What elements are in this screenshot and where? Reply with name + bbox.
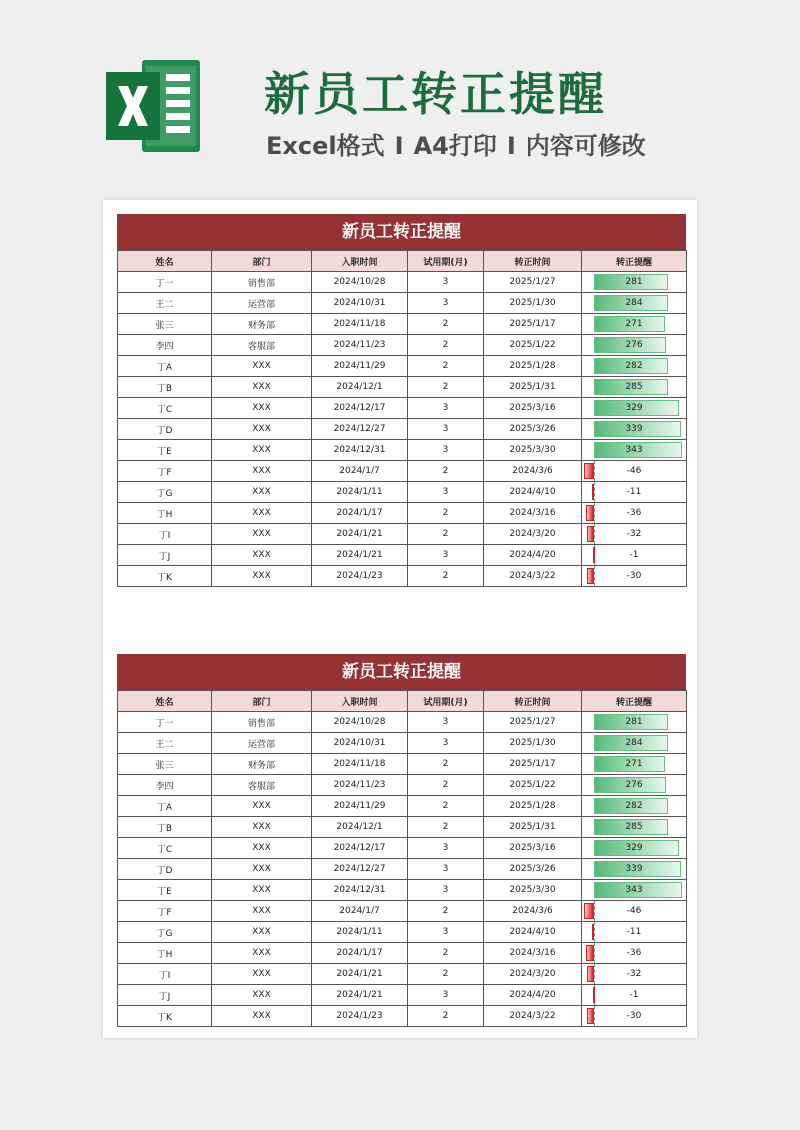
days-value: 282 — [625, 361, 643, 371]
table-cell: 3 — [408, 440, 484, 461]
table-cell: 2024/4/10 — [484, 482, 582, 503]
table-cell: 2 — [408, 461, 484, 482]
table-cell: 2025/1/30 — [484, 733, 582, 754]
table-cell: 2 — [408, 817, 484, 838]
table-cell: 2024/11/18 — [312, 754, 408, 775]
days-value: 284 — [625, 738, 643, 748]
table-cell: 2 — [408, 314, 484, 335]
reminder-cell — [582, 524, 687, 545]
employee-table — [117, 690, 687, 1027]
table-cell: 丁H — [118, 503, 212, 524]
table-cell: 2 — [408, 964, 484, 985]
table-row — [118, 440, 687, 461]
table-cell: XXX — [212, 503, 312, 524]
table-cell: 2024/12/27 — [312, 419, 408, 440]
table-cell: 2024/1/23 — [312, 1006, 408, 1027]
page-subtitle — [266, 126, 646, 161]
table-row — [118, 1006, 687, 1027]
table-cell: XXX — [212, 398, 312, 419]
column-header: 试用期(月) — [408, 251, 484, 272]
table-row — [118, 712, 687, 733]
table-cell: 2 — [408, 524, 484, 545]
table-cell: 李四 — [118, 335, 212, 356]
table-cell: 2024/12/27 — [312, 859, 408, 880]
bar-axis-line — [594, 901, 595, 921]
bar-axis-line — [594, 482, 595, 502]
bar-axis-line — [594, 566, 595, 586]
table-cell: 2024/4/20 — [484, 545, 582, 566]
table-cell: 丁I — [118, 964, 212, 985]
table-cell: 王二 — [118, 293, 212, 314]
table-row — [118, 817, 687, 838]
reminder-cell — [582, 419, 687, 440]
table-cell: 2024/1/21 — [312, 964, 408, 985]
table-cell: 丁I — [118, 524, 212, 545]
reminder-cell — [582, 880, 687, 901]
reminder-cell — [582, 922, 687, 943]
reminder-cell — [582, 314, 687, 335]
table-cell: 2024/3/16 — [484, 943, 582, 964]
table-cell: 丁J — [118, 545, 212, 566]
days-value: 339 — [625, 864, 643, 874]
negative-data-bar — [587, 568, 594, 584]
table-cell: 2024/10/28 — [312, 712, 408, 733]
table-cell: 2025/1/31 — [484, 817, 582, 838]
subtitle-separator: I — [506, 132, 516, 160]
table-cell: 丁H — [118, 943, 212, 964]
days-value: 343 — [625, 885, 643, 895]
reminder-cell — [582, 985, 687, 1006]
table-cell: 王二 — [118, 733, 212, 754]
table-cell: 2025/3/30 — [484, 880, 582, 901]
table-cell: 丁E — [118, 880, 212, 901]
table-cell: 财务部 — [212, 314, 312, 335]
table-cell: XXX — [212, 922, 312, 943]
table-cell: 运营部 — [212, 293, 312, 314]
negative-data-bar — [587, 1008, 594, 1024]
table-cell: 2024/1/17 — [312, 503, 408, 524]
table-cell: 销售部 — [212, 712, 312, 733]
reminder-cell — [582, 838, 687, 859]
bar-axis-line — [594, 524, 595, 544]
subtitle-editable: 内容可修改 — [525, 132, 646, 160]
table-cell: 2024/11/29 — [312, 356, 408, 377]
table-cell: 2024/1/21 — [312, 524, 408, 545]
table-cell: 2 — [408, 901, 484, 922]
bar-axis-line — [594, 943, 595, 963]
table-cell: 2024/4/10 — [484, 922, 582, 943]
table-cell: 2024/1/11 — [312, 922, 408, 943]
table-cell: XXX — [212, 440, 312, 461]
days-value: -30 — [626, 1011, 642, 1021]
table-row — [118, 377, 687, 398]
negative-data-bar — [584, 903, 594, 919]
days-value: 282 — [625, 801, 643, 811]
header-row — [118, 691, 687, 712]
table-cell: 2024/1/21 — [312, 985, 408, 1006]
table-cell: XXX — [212, 964, 312, 985]
column-header: 转正时间 — [484, 691, 582, 712]
table-cell: XXX — [212, 943, 312, 964]
table-cell: 2024/12/31 — [312, 880, 408, 901]
bar-axis-line — [594, 964, 595, 984]
column-header: 入职时间 — [312, 251, 408, 272]
table-row — [118, 461, 687, 482]
days-value: -1 — [629, 990, 639, 1000]
table-cell: 2 — [408, 943, 484, 964]
table-cell: 2 — [408, 754, 484, 775]
table-cell: 2024/11/29 — [312, 796, 408, 817]
column-header: 转正提醒 — [582, 691, 687, 712]
table-cell: 2025/3/26 — [484, 859, 582, 880]
table-cell: 丁D — [118, 419, 212, 440]
table-title: 新员工转正提醒 — [117, 654, 686, 690]
bar-axis-line — [594, 503, 595, 523]
table-cell: 丁F — [118, 461, 212, 482]
table-row — [118, 901, 687, 922]
negative-data-bar — [584, 463, 594, 479]
table-cell: 丁B — [118, 817, 212, 838]
table-row — [118, 503, 687, 524]
table-row — [118, 985, 687, 1006]
table-cell: 2024/11/23 — [312, 775, 408, 796]
table-row — [118, 566, 687, 587]
reminder-cell — [582, 335, 687, 356]
table-row — [118, 922, 687, 943]
table-cell: 丁F — [118, 901, 212, 922]
bar-axis-line — [594, 1006, 595, 1026]
table-cell: 丁B — [118, 377, 212, 398]
table-cell: 2024/3/16 — [484, 503, 582, 524]
days-value: -32 — [626, 529, 642, 539]
reminder-table-2 — [117, 654, 686, 1027]
table-cell: 2 — [408, 503, 484, 524]
table-row — [118, 356, 687, 377]
table-cell: 2024/11/23 — [312, 335, 408, 356]
table-row — [118, 859, 687, 880]
table-cell: 2025/3/16 — [484, 398, 582, 419]
column-header: 部门 — [212, 251, 312, 272]
table-cell: 2024/1/7 — [312, 901, 408, 922]
negative-data-bar — [593, 987, 595, 1003]
table-row — [118, 733, 687, 754]
table-cell: 3 — [408, 482, 484, 503]
table-cell: 3 — [408, 293, 484, 314]
column-header: 姓名 — [118, 691, 212, 712]
table-cell: 2025/1/31 — [484, 377, 582, 398]
table-cell: 丁一 — [118, 712, 212, 733]
reminder-cell — [582, 775, 687, 796]
table-cell: 运营部 — [212, 733, 312, 754]
table-cell: 2025/3/16 — [484, 838, 582, 859]
reminder-cell — [582, 293, 687, 314]
table-cell: 2024/1/7 — [312, 461, 408, 482]
subtitle-separator: I — [394, 132, 404, 160]
negative-data-bar — [587, 526, 594, 542]
days-value: 271 — [625, 759, 643, 769]
table-cell: 3 — [408, 733, 484, 754]
reminder-cell — [582, 503, 687, 524]
reminder-cell — [582, 377, 687, 398]
table-cell: 2 — [408, 335, 484, 356]
reminder-cell — [582, 545, 687, 566]
table-cell: 3 — [408, 838, 484, 859]
table-cell: 销售部 — [212, 272, 312, 293]
table-cell: 丁C — [118, 838, 212, 859]
table-row — [118, 796, 687, 817]
bar-axis-line — [594, 922, 595, 942]
table-cell: XXX — [212, 985, 312, 1006]
table-cell: 3 — [408, 398, 484, 419]
header-row — [118, 251, 687, 272]
reminder-cell — [582, 733, 687, 754]
table-row — [118, 419, 687, 440]
table-cell: 丁G — [118, 482, 212, 503]
days-value: 285 — [625, 822, 643, 832]
table-cell: 3 — [408, 712, 484, 733]
table-cell: XXX — [212, 817, 312, 838]
table-row — [118, 545, 687, 566]
days-value: 276 — [625, 340, 643, 350]
days-value: -11 — [626, 487, 642, 497]
reminder-cell — [582, 796, 687, 817]
table-cell: 2024/1/23 — [312, 566, 408, 587]
table-cell: 丁K — [118, 566, 212, 587]
table-cell: 2024/12/17 — [312, 398, 408, 419]
table-cell: 3 — [408, 859, 484, 880]
table-cell: 3 — [408, 985, 484, 1006]
table-cell: 2024/12/1 — [312, 817, 408, 838]
table-cell: 2024/10/31 — [312, 293, 408, 314]
table-cell: 2025/1/22 — [484, 335, 582, 356]
table-cell: 2025/3/30 — [484, 440, 582, 461]
table-cell: XXX — [212, 461, 312, 482]
table-cell: 2024/3/20 — [484, 524, 582, 545]
negative-data-bar — [592, 484, 594, 500]
table-cell: 2024/12/1 — [312, 377, 408, 398]
table-cell: 3 — [408, 880, 484, 901]
table-cell: XXX — [212, 419, 312, 440]
table-row — [118, 943, 687, 964]
table-cell: XXX — [212, 545, 312, 566]
negative-data-bar — [593, 547, 595, 563]
days-value: -1 — [629, 550, 639, 560]
table-cell: 2024/12/31 — [312, 440, 408, 461]
table-cell: XXX — [212, 377, 312, 398]
table-cell: 2024/3/6 — [484, 901, 582, 922]
table-row — [118, 775, 687, 796]
table-row — [118, 293, 687, 314]
column-header: 入职时间 — [312, 691, 408, 712]
days-value: 276 — [625, 780, 643, 790]
reminder-cell — [582, 817, 687, 838]
table-cell: 3 — [408, 922, 484, 943]
table-cell: XXX — [212, 356, 312, 377]
table-cell: 3 — [408, 272, 484, 293]
table-row — [118, 524, 687, 545]
table-cell: 2025/1/27 — [484, 712, 582, 733]
days-value: -11 — [626, 927, 642, 937]
reminder-table-1 — [117, 214, 686, 587]
table-row — [118, 314, 687, 335]
table-cell: 丁C — [118, 398, 212, 419]
table-cell: 2024/12/17 — [312, 838, 408, 859]
reminder-cell — [582, 398, 687, 419]
days-value: -30 — [626, 571, 642, 581]
reminder-cell — [582, 272, 687, 293]
column-header: 部门 — [212, 691, 312, 712]
reminder-cell — [582, 964, 687, 985]
days-value: 339 — [625, 424, 643, 434]
table-cell: 李四 — [118, 775, 212, 796]
table-cell: 2025/1/27 — [484, 272, 582, 293]
column-header: 转正提醒 — [582, 251, 687, 272]
table-cell: 3 — [408, 419, 484, 440]
table-row — [118, 482, 687, 503]
table-row — [118, 838, 687, 859]
page-title: 新员工转正提醒 — [264, 67, 607, 121]
table-cell: 丁A — [118, 796, 212, 817]
table-cell: XXX — [212, 796, 312, 817]
table-cell: 2024/3/22 — [484, 566, 582, 587]
reminder-cell — [582, 356, 687, 377]
employee-table — [117, 250, 687, 587]
table-cell: 客服部 — [212, 335, 312, 356]
reminder-cell — [582, 712, 687, 733]
table-cell: 2024/3/22 — [484, 1006, 582, 1027]
table-row — [118, 335, 687, 356]
subtitle-format: Excel格式 — [266, 132, 385, 160]
table-cell: 2024/4/20 — [484, 985, 582, 1006]
table-row — [118, 272, 687, 293]
subtitle-print: A4打印 — [413, 132, 497, 160]
banner — [0, 0, 800, 190]
table-title: 新员工转正提醒 — [117, 214, 686, 250]
reminder-cell — [582, 901, 687, 922]
days-value: 281 — [625, 277, 643, 287]
days-value: 343 — [625, 445, 643, 455]
table-cell: 丁G — [118, 922, 212, 943]
days-value: 329 — [625, 843, 643, 853]
table-cell: XXX — [212, 901, 312, 922]
table-cell: 2024/1/11 — [312, 482, 408, 503]
table-row — [118, 964, 687, 985]
table-cell: 财务部 — [212, 754, 312, 775]
table-cell: 2 — [408, 775, 484, 796]
table-cell: 2 — [408, 566, 484, 587]
days-value: -46 — [626, 906, 642, 916]
table-cell: 3 — [408, 545, 484, 566]
table-cell: 2024/3/6 — [484, 461, 582, 482]
reminder-cell — [582, 461, 687, 482]
table-cell: 2025/1/22 — [484, 775, 582, 796]
negative-data-bar — [586, 505, 594, 521]
reminder-cell — [582, 482, 687, 503]
table-cell: 2025/3/26 — [484, 419, 582, 440]
reminder-cell — [582, 754, 687, 775]
negative-data-bar — [586, 945, 594, 961]
column-header: 试用期(月) — [408, 691, 484, 712]
table-cell: 2025/1/17 — [484, 754, 582, 775]
reminder-cell — [582, 566, 687, 587]
table-cell: XXX — [212, 880, 312, 901]
days-value: 284 — [625, 298, 643, 308]
days-value: 271 — [625, 319, 643, 329]
table-row — [118, 398, 687, 419]
table-cell: XXX — [212, 482, 312, 503]
days-value: -36 — [626, 948, 642, 958]
table-cell: 2024/10/31 — [312, 733, 408, 754]
table-cell: XXX — [212, 524, 312, 545]
negative-data-bar — [592, 924, 594, 940]
table-cell: 2025/1/28 — [484, 356, 582, 377]
table-cell: 丁J — [118, 985, 212, 1006]
table-cell: XXX — [212, 838, 312, 859]
table-cell: 丁D — [118, 859, 212, 880]
days-value: 285 — [625, 382, 643, 392]
document-page — [103, 200, 697, 1038]
table-row — [118, 754, 687, 775]
days-value: -36 — [626, 508, 642, 518]
days-value: -46 — [626, 466, 642, 476]
negative-data-bar — [587, 966, 594, 982]
table-cell: XXX — [212, 1006, 312, 1027]
table-cell: 2 — [408, 1006, 484, 1027]
column-header: 转正时间 — [484, 251, 582, 272]
days-value: 329 — [625, 403, 643, 413]
table-cell: 2025/1/30 — [484, 293, 582, 314]
bar-axis-line — [594, 461, 595, 481]
table-cell: 2025/1/28 — [484, 796, 582, 817]
reminder-cell — [582, 440, 687, 461]
table-cell: 丁K — [118, 1006, 212, 1027]
reminder-cell — [582, 859, 687, 880]
table-cell: 2024/1/21 — [312, 545, 408, 566]
days-value: 281 — [625, 717, 643, 727]
table-cell: XXX — [212, 566, 312, 587]
table-cell: 丁E — [118, 440, 212, 461]
table-cell: 2 — [408, 796, 484, 817]
column-header: 姓名 — [118, 251, 212, 272]
table-cell: 2 — [408, 356, 484, 377]
table-cell: 张三 — [118, 754, 212, 775]
table-cell: 客服部 — [212, 775, 312, 796]
table-cell: 2024/11/18 — [312, 314, 408, 335]
excel-logo-icon — [104, 56, 204, 156]
table-cell: XXX — [212, 859, 312, 880]
table-cell: 丁A — [118, 356, 212, 377]
days-value: -32 — [626, 969, 642, 979]
table-cell: 2024/1/17 — [312, 943, 408, 964]
reminder-cell — [582, 943, 687, 964]
table-cell: 2025/1/17 — [484, 314, 582, 335]
table-cell: 丁一 — [118, 272, 212, 293]
table-cell: 2024/10/28 — [312, 272, 408, 293]
table-cell: 张三 — [118, 314, 212, 335]
table-row — [118, 880, 687, 901]
reminder-cell — [582, 1006, 687, 1027]
table-cell: 2 — [408, 377, 484, 398]
table-cell: 2024/3/20 — [484, 964, 582, 985]
